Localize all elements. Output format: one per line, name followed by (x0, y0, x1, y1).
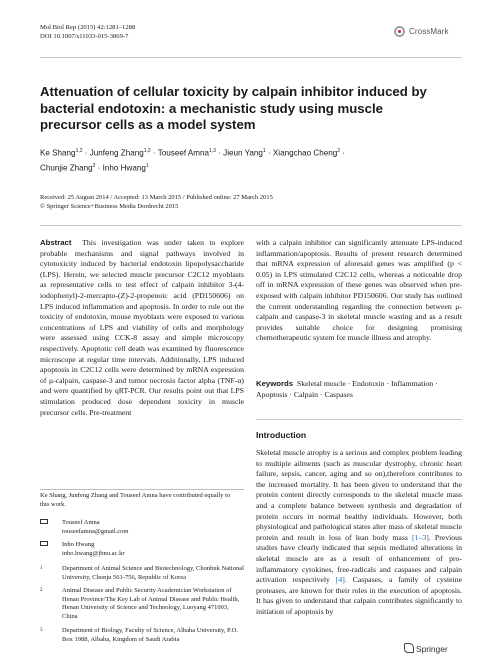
affiliation-3-text: Department of Biology, Faculty of Science, Albaha University, P.O. Box 1988, Albaha, Kingdom of Saudi Arabia (62, 627, 238, 643)
footnote-rule (40, 489, 244, 490)
affiliation-1-number: 1 (40, 566, 43, 571)
abstract-left-column (40, 238, 244, 418)
intro-text-b: . Previous studies have clearly indicated that sepsis mediated alterations in skeletal muscle are as a result of enhancement of pro-inflammatory cytokines, free-radicals and caspases and calpain activation respectively (256, 532, 463, 585)
equal-contribution-note: Ke Shang, Junfeng Zhang and Touseef Amna have contributed equally to this work. (40, 492, 231, 508)
affiliation-2-text: Animal Disease and Public Security Academician Workstation of Henan Province/The Key Lab of Animal Disease and Public Health, Henan University of Science and Technology, Luoyang 471003, China (62, 587, 240, 620)
intro-text-c: . Caspases, a family of cysteine proteases, are known for their roles in the execution of apoptosis. It has given to understand that calpain contributes significantly to initiation of apoptosis by (256, 575, 463, 616)
abstract-text-left: This investigation was under taken to explore probable mechanisms and signal pathways involved in cytotoxicity induced by bacterial endotoxin lipopolysaccharide (LPS). Herein, we selected muscle precursor C2C12 myoblasts as representative cells to test effect of calpain inhibitor 3-(4-iodophenyl)-2-mercapto-(Z)-2-propenoic acid (PD150606) on LPS induced inflammation and apoptosis. In order to rule out the toxicity of endotoxin, mouse myoblasts were exposed to various concentrations of LPS and viability of cells and morphology were assessed using CCK-8 assay and simple microscopy respectively. Apoptotic cell death was examined by fluorescence microscope at regular time intervals. Additionally, LPS induced apoptosis in C2C12 cells were determined by mRNA expression of μ-calpain, caspase-3 and tumor necrosis factor alpha (TNF-α) and were quantified by qRT-PCR. Our results point out that LPS stimulation produced dose dependent toxicity in muscle precursor cells. Pre-treatment (40, 238, 244, 417)
abstract-right-column (256, 238, 462, 344)
crossmark-label: CrossMark (409, 27, 449, 36)
envelope-icon (40, 541, 54, 550)
corr1-email[interactable]: touseefamna@gmail.com (62, 527, 129, 535)
abstract-rule (40, 225, 462, 226)
corr2-email[interactable]: inho.hwang@jbnu.ac.kr (62, 549, 125, 557)
copyright-line: © Springer Science+Business Media Dordrecht 2015 (40, 202, 179, 210)
publisher-logo (404, 642, 448, 654)
publisher-name: Springer (416, 644, 448, 654)
envelope-icon (40, 519, 54, 528)
header-rule (40, 57, 462, 58)
intro-text-a: Skeletal muscle atrophy is a serious and complex problem leading to multiple ailments (such as muscular dystrophy, chronic heart failure, sepsis, cancer, aging and so on),therefore contributes to the increased mortality. It has been given to understand that the protein content directly corresponds to the skeletal muscle mass and a complete balance between synthesis and degradation of protein occurs in normal healthy individuals. However, both physiological and pathological states alter mass of skeletal muscle protein and result in loss of lean body mass (256, 448, 462, 542)
keywords-label: Keywords (256, 379, 294, 388)
author-line-2: Chunjie Zhang$^2$ · Inho Hwang$^1$ (40, 162, 149, 173)
corr2-name: Inho Hwang (62, 541, 95, 548)
corr1-name: Touseef Amna (62, 519, 100, 526)
introduction-body (256, 448, 462, 618)
history-dates: Received: 25 August 2014 / Accepted: 13 March 2015 / Published online: 27 March 2015 (40, 194, 273, 201)
affiliation-3-number: 3 (40, 628, 43, 633)
introduction-heading: Introduction (256, 430, 307, 440)
article-title: Attenuation of cellular toxicity by calpain inhibitor induced by bacterial endotoxin: a mechanistic study using muscle precursor cells as a model system (40, 84, 427, 132)
affiliation-1-text: Department of Animal Science and Biotechnology, Chonbuk National University, Chonju 561-756, Republic of Korea (62, 565, 244, 581)
springer-horse-icon (404, 643, 414, 653)
author-list (40, 145, 440, 174)
abstract-text-right: with a calpain inhibitor can significantly attenuate LPS-induced inflammation/apoptosis. Results of present research determined that mRNA expression of aforesaid genes was amplified (p < 0.05) in LPS stimulated C2C12 cells, whereas a noticeable drop off in mRNA expression of these genes was observed when pre-exposed with calpain inhibitor PD150606. Our study has outlined the current understanding regarding the connection between μ-calpain and caspase-3 in skeletal muscle wasting and as a result provides suitable choice for designing promising chemotherapeutic system for muscle illness and atrophy. (256, 238, 462, 343)
abstract-label: Abstract (40, 238, 72, 247)
affiliation-2-number: 2 (40, 588, 43, 593)
publication-dates (40, 194, 440, 211)
journal-header (40, 23, 135, 41)
keywords (256, 379, 462, 400)
citation-link-1-3[interactable]: [1–3] (412, 532, 429, 542)
crossmark-icon (394, 26, 405, 37)
doi[interactable]: DOI 10.1007/s11033-015-3869-7 (40, 33, 129, 40)
journal-citation: Mol Biol Rep (2015) 42:1281–1288 (40, 24, 136, 31)
citation-link-4[interactable]: [4] (335, 575, 345, 585)
intro-rule (256, 419, 462, 420)
author-line-1: Ke Shang$^{1,2}$ · Junfeng Zhang$^{1,2}$ · Touseef Amna$^{1,3}$ · Jieun Yang$^1$ · Xiangchao Cheng$^2$ · (40, 148, 345, 158)
crossmark-badge[interactable] (394, 26, 466, 40)
keywords-text: Skeletal muscle · Endotoxin · Inflammation · Apoptosis · Calpain · Caspases (256, 379, 438, 399)
